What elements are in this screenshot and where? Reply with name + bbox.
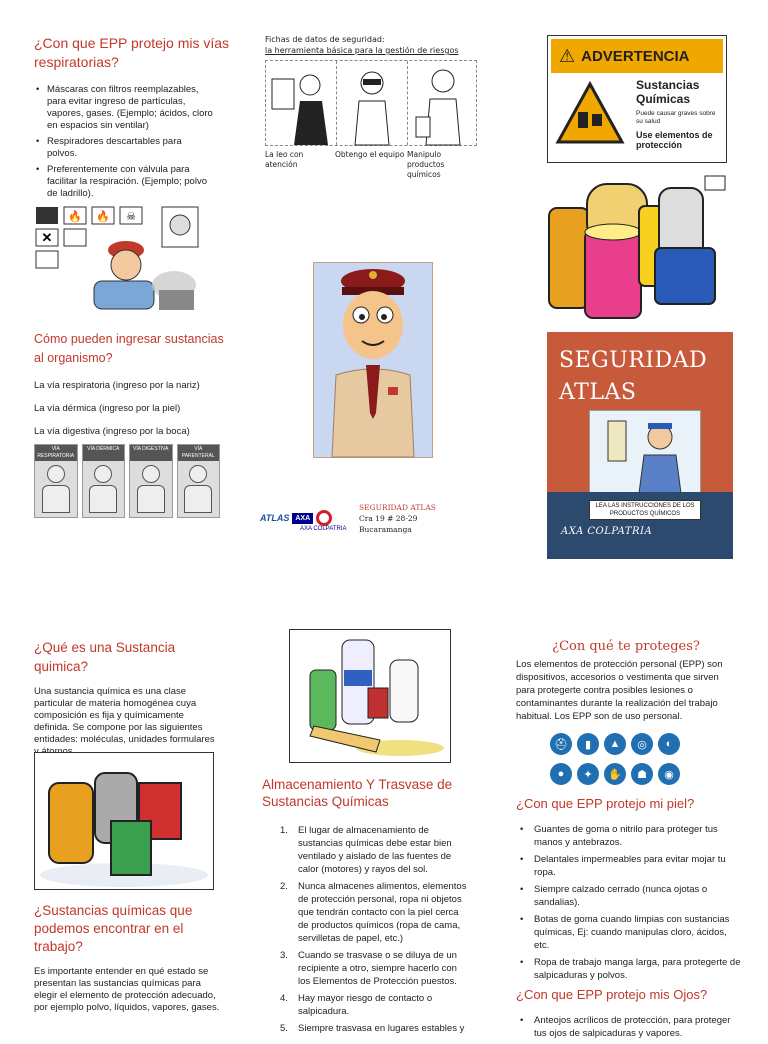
cover [547,332,733,559]
panel-bottom-left-2 [34,902,224,1014]
list-item: • Respiradores descartables para polvos. [34,136,214,160]
via-label: VÍA PARENTERAL [178,445,220,461]
hazard-pictograms [34,205,199,315]
contact-info [359,502,436,535]
cover-title-2: ATLAS [559,380,637,405]
via-panel [177,444,221,518]
warning-use: Use elementos de protección [636,130,713,150]
respiratory-title: ¿Con que EPP protejo mis vías respiratorias? [34,35,230,70]
faceshield-icon: ◉ [658,763,680,785]
warning-sub-2: Químicas [636,92,691,106]
protect-title: ¿Con qué te proteges? [552,639,700,654]
cover-title-1: SEGURIDAD [559,348,708,373]
via-label: VÍA DÉRMICA [83,445,125,461]
axa-colpatria-logo-text: AXA COLPATRIA [300,526,347,532]
respiratory-list [34,84,214,200]
cover-caption: LEA LAS INSTRUCCIONES DE LOS PRODUCTOS QUÍMICOS [589,500,701,520]
fichas-header [265,34,480,56]
cover-footer [547,492,733,559]
substance-text: Una sustancia química es una clase particular de materia homogénea cuya composición es fija y químicamente definida. Se compone por las siguientes entidades: moléculas, unidades formulares [34,686,215,745]
list-item-text: Hay mayor riesgo de contacto o salpicadura. [298,993,433,1017]
body-figure [94,465,112,483]
helmet-icon: ⛑ [550,733,572,755]
contact-city: Bucaramanga [359,525,412,534]
svg-text:🔥: 🔥 [96,211,110,223]
via-digestiva: La vía digestiva (ingreso por la boca) [34,426,190,437]
list-item-text: El lugar de almacenamiento de sustancias químicas debe estar bien ventilado y aislado de las fuentes de calor (motores) y rayos del sol. [298,825,452,875]
goggles-icon: ◎ [631,733,653,755]
caption: Manipulo productos químicos [407,150,445,179]
panel-bottom-center [262,776,482,1039]
corrosive-icon [556,80,624,148]
fichas-illustration [265,60,477,146]
fichas-line-2: la herramienta básica para la gestión de riesgos [265,46,459,55]
ingress-title: Cómo pueden ingresar sustancias al organismo? [34,332,224,365]
coverall-icon: ✦ [577,763,599,785]
via-respiratoria: La vía respiratoria (ingreso por la nariz) [34,380,200,391]
contact-address: Cra 19 # 28-29 [359,514,418,523]
caption: La leo con atención [265,150,304,169]
list-item: • Máscaras con filtros reemplazables, para evitar ingreso de partículas, vapores, gases. (Ejemplo; ácidos, cloro en espacios sin ventilar) [34,84,214,132]
via-label: VÍA RESPIRATORIA [35,445,77,461]
handling-person [408,61,478,145]
reading-person [266,61,337,145]
body-figure [142,465,160,483]
substance-title: ¿Qué es una Sustancia quimica? [34,640,176,674]
bottles-illustration [34,752,214,890]
via-panel [82,444,126,518]
skin-list [516,823,741,982]
protect-text: Los elementos de protección personal (EPP) son dispositivos, accesorios o vestimenta que sirven para protegerte contra posibles lesiones o contaminantes durante la realización del trabajo habitual. Los EPP son de uso personal. [516,659,723,722]
suit-icon: ▲ [604,733,626,755]
panel-top-left [34,34,234,204]
via-label: VÍA DIGESTIVA [130,445,172,461]
svg-text:🔥: 🔥 [68,211,82,223]
equipment-person [337,61,408,145]
harness-icon: ☗ [631,763,653,785]
list-item-text: Nunca almacenes alimentos, elementos de protección personal, ropa ni objetos que tendrán contacto con la piel cerca de productos químicos (ropa de cama, servilletas de papel, etc.) [298,881,467,944]
warning-sign [547,35,727,163]
panel-bottom-right [516,638,736,723]
panel-bottom-left [34,638,224,758]
epp-icons [550,733,710,785]
contact-name: SEGURIDAD ATLAS [359,503,436,512]
caption: Obtengo el equipo [335,150,405,159]
mask-icon: ● [550,763,572,785]
eyes-list [516,1014,741,1040]
list-item: • Anteojos acrílicos de protección, para proteger tus ojos de salpicaduras y vapores. [518,1014,741,1040]
list-item: • Preferentemente con válvula para facilitar la respiración. (Ejemplo; polvo de ladrillo). [34,164,214,200]
warning-sub-1: Sustancias [636,78,700,92]
cover-illustration [589,410,701,502]
eyes-title: ¿Con que EPP protejo mis Ojos? [516,987,708,1002]
torso-figure [137,485,165,513]
body-figure [47,465,65,483]
storage-title: Almacenamiento Y Trasvase de Sustancias Químicas [262,777,453,809]
list-item: • Delantales impermeables para evitar mojar tu ropa. [518,853,741,879]
epp-icon-row [550,733,710,755]
list-item: 5. Siempre trasvasa en lugares estables y [280,1023,465,1034]
panel-top-left-2 [34,330,234,438]
via-dermica: La vía dérmica (ingreso por la piel) [34,403,181,414]
list-item: 1. El lugar de almacenamiento de sustancias químicas debe estar bien ventilado y aislado de las fuentes de calor (motores) y rayos del sol. [280,825,452,875]
list-item: • Botas de goma cuando limpias con sustancias químicas, Ej: cuando manipulas cloro, ácidos, etc. [518,913,741,952]
list-item-text: Cuando se trasvase o se diluya de un recipiente a otro, siempre hacerlo con los Elementos de Protección puestos. [298,950,457,987]
via-panel [34,444,78,518]
warning-triangle-icon: ⚠ [559,46,576,66]
via-panel [129,444,173,518]
list-item: 2. Nunca almacenes alimentos, elementos de protección personal, ropa ni objetos que tendrán contacto con la piel cerca de productos químicos (ropa de cama, servilletas de papel, etc.) [280,881,467,944]
warning-title: ADVERTENCIA [581,47,690,65]
torso-figure [89,485,117,513]
fichas-captions [265,150,480,180]
warning-small: Puede causar graves sobre su salud [636,110,716,125]
guard-illustration [313,262,433,458]
work-substances-title: ¿Sustancias químicas que podemos encontrar en el trabajo? [34,903,193,954]
svg-text:☠: ☠ [126,211,136,223]
panel-bottom-right-2 [516,795,741,1044]
fichas-line-1: Fichas de datos de seguridad: [265,35,385,44]
skin-title: ¿Con que EPP protejo mi piel? [516,796,695,811]
list-item: 3. Cuando se trasvase o se diluya de un recipiente a otro, siempre hacerlo con los Elementos de Protección puestos. [280,950,457,987]
cleaning-products-illustration [289,629,451,763]
torso-figure [42,485,70,513]
list-item-text: Siempre trasvasa en lugares estables y [298,1023,465,1034]
ear-protection-icon: ◐ [658,733,680,755]
list-item: • Guantes de goma o nitrilo para proteger tus manos y antebrazos. [518,823,741,849]
body-figure [189,465,207,483]
cover-footer-text: AXA COLPATRIA [561,526,653,537]
epp-icon-row [550,763,710,785]
ingress-routes [34,380,234,438]
boots-icon: ▮ [577,733,599,755]
vias-diagram [34,444,220,518]
chemicals-cartoon [547,168,729,320]
work-substances-text: Es importante entender en qué estado se presentan las sustancias químicas para elegir el elemento de protección adecuado, por ejemplo polvo, líquidos, vapores, gases. [34,966,220,1013]
torso-figure [184,485,212,513]
gloves-icon: ✋ [604,763,626,785]
storage-list [280,824,470,1035]
list-item: • Ropa de trabajo manga larga, para protegerte de salpicaduras y polvos. [518,956,741,982]
warning-header [551,39,723,73]
svg-text:✕: ✕ [41,230,53,245]
list-item: 4. Hay mayor riesgo de contacto o salpicadura. [280,993,433,1017]
axa-logo: AXA [292,513,313,524]
list-item: • Siempre calzado cerrado (nunca ojotas o sandalias). [518,883,741,909]
warning-body [636,78,724,150]
atlas-logo: ATLAS [260,513,290,523]
colpatria-logo-icon [316,510,332,526]
